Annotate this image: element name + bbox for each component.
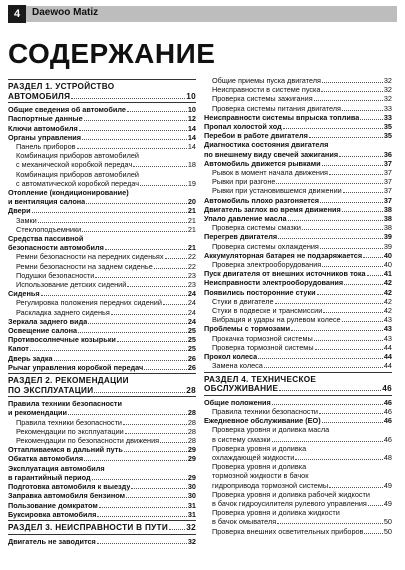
toc-entry[interactable]: Заправка автомобиля бензином 30 xyxy=(8,491,196,501)
toc-entry[interactable]: Общие сведения об автомобиле 10 xyxy=(8,105,196,115)
section-1-page: 10 xyxy=(186,91,196,101)
toc-subentry[interactable]: Проверка тормозной системы 44 xyxy=(212,342,392,352)
toc-entry[interactable]: Капот 25 xyxy=(8,344,196,354)
toc-subentry[interactable]: Стеклоподъемники 21 xyxy=(16,224,196,234)
section-3-heading[interactable] xyxy=(8,523,196,533)
toc-entry[interactable]: Обкатка автомобиля 29 xyxy=(8,454,196,464)
toc-entry[interactable]: Противосолнечные козырьки 25 xyxy=(8,335,196,345)
toc-subentry[interactable]: Проверка электрооборудования 40 xyxy=(212,260,392,270)
divider xyxy=(204,372,392,373)
section-4-heading[interactable] xyxy=(204,375,392,394)
toc-subentry[interactable]: Ремни безопасности на передних сиденьях 22 xyxy=(16,252,196,262)
toc-subentry-line: Проверка уровня и доливка масла xyxy=(212,425,330,435)
toc-subentry-line: Проверка уровня и доливка xyxy=(212,462,307,472)
toc-subentry-line: Комбинация приборов автомобилей xyxy=(16,151,139,161)
section-2-title-line2: ПО ЭКСПЛУАТАЦИИ xyxy=(8,385,94,395)
toc-subentry[interactable]: Рекомендации по эксплуатации 28 xyxy=(16,426,196,436)
toc-subentry[interactable]: Панель приборов 14 xyxy=(16,142,196,151)
toc-entry[interactable]: Пользование домкратом 31 xyxy=(8,500,196,510)
toc-entry[interactable]: Перегрев двигателя 39 xyxy=(204,232,392,242)
divider xyxy=(8,534,196,535)
toc-subentry[interactable]: Проверка системы охлаждения 39 xyxy=(212,241,392,251)
section-3-page: 32 xyxy=(186,522,196,532)
toc-subentry-line: Проверка уровня и доливка жидкости xyxy=(212,508,340,518)
toc-subentry[interactable]: Вибрация и удары на рулевом колесе 43 xyxy=(212,315,392,325)
toc-subentry[interactable]: Прокачка тормозной системы 43 xyxy=(212,333,392,343)
toc-subentry[interactable]: в бачок омывателя 50 xyxy=(212,517,392,527)
divider xyxy=(8,520,196,521)
toc-subentry[interactable]: Проверка системы питания двигателя 33 xyxy=(212,103,392,113)
toc-subentry[interactable]: Проверка внешних осветительных приборов 50 xyxy=(212,526,392,536)
toc-subentry[interactable]: Подушки безопасности 23 xyxy=(16,270,196,280)
toc-subentry[interactable]: Стуки в подвеске и трансмиссии 42 xyxy=(212,306,392,316)
toc-subentry[interactable]: Рывок в момент начала движения 37 xyxy=(212,168,392,178)
section-4-title-line1: РАЗДЕЛ 4. ТЕХНИЧЕСКОЕ xyxy=(204,374,317,384)
divider xyxy=(8,396,196,397)
toc-entry[interactable]: Дверь задка 26 xyxy=(8,353,196,363)
toc-subentry[interactable]: в бачок гидроусилителя рулевого управления 49 xyxy=(212,498,392,508)
toc-subentry[interactable]: Замки 21 xyxy=(16,215,196,225)
divider xyxy=(8,79,196,80)
toc-entry-line: Диагностика состояния двигателя xyxy=(204,140,329,150)
toc-entry[interactable]: Неисправности системы впрыска топлива 33 xyxy=(204,112,392,122)
toc-entry[interactable]: Сиденья 24 xyxy=(8,289,196,299)
toc-subentry[interactable]: Замена колеса 44 xyxy=(212,361,392,371)
section-2-page: 28 xyxy=(186,385,196,395)
toc-subentry[interactable]: Ремни безопасности на заднем сиденье 22 xyxy=(16,261,196,271)
toc-entry[interactable]: Двигатель заглох во время движения 38 xyxy=(204,204,392,214)
toc-entry-line: Эксплуатация автомобиля xyxy=(8,463,105,473)
toc-subentry[interactable]: Рекомендации по безопасности движения 28 xyxy=(16,436,196,446)
toc-entry[interactable]: Оттапливаемся в дальний путь 29 xyxy=(8,445,196,455)
toc-subentry-line: тормозной жидкости в бачок xyxy=(212,471,309,481)
toc-entry[interactable]: безопасности автомобиля 21 xyxy=(8,243,196,253)
toc-right-column xyxy=(204,76,392,536)
toc-entry[interactable]: Буксировка автомобиля 31 xyxy=(8,509,196,519)
toc-left-column xyxy=(8,78,196,546)
toc-entry-line: Отопление (кондиционирование) xyxy=(8,188,129,198)
toc-subentry[interactable]: Общие приемы пуска двигателя 32 xyxy=(212,76,392,85)
toc-entry[interactable]: и рекомендации 28 xyxy=(8,408,196,418)
toc-entry[interactable]: Паспортные данные 12 xyxy=(8,114,196,124)
section-2-heading[interactable] xyxy=(8,376,196,395)
toc-entry-line: Правила техники безопасности xyxy=(8,399,122,409)
toc-subentry-line: Проверка уровня и доливка xyxy=(212,443,307,453)
toc-entry[interactable]: Органы управления 14 xyxy=(8,132,196,142)
toc-entry[interactable]: Пуск двигателя от внешних источников тока 41 xyxy=(204,269,392,279)
page-title: СОДЕРЖАНИЕ xyxy=(8,38,216,69)
toc-entry[interactable]: Автомобиль движется рывками 37 xyxy=(204,158,392,168)
toc-subentry[interactable]: Стуки в двигателе 42 xyxy=(212,296,392,306)
toc-subentry-line: Комбинация приборов автомобилей xyxy=(16,169,139,179)
toc-subentry[interactable]: Раскладка заднего сиденья 24 xyxy=(16,307,196,317)
section-1-title-line2: АВТОМОБИЛЯ xyxy=(8,91,71,101)
toc-subentry[interactable]: охлаждающей жидкости 48 xyxy=(212,452,392,462)
toc-subentry[interactable]: в систему смазки 46 xyxy=(212,434,392,444)
toc-subentry[interactable]: Проверка системы смазки 38 xyxy=(212,223,392,233)
toc-subentry[interactable]: с автоматической коробкой передач 19 xyxy=(16,178,196,188)
toc-subentry-line: Проверка уровня и доливка рабочей жидкости xyxy=(212,489,370,499)
toc-subentry[interactable]: с механической коробкой передач 18 xyxy=(16,160,196,170)
section-4-page: 46 xyxy=(382,384,392,394)
toc-subentry[interactable]: гидропривода тормозной системы 49 xyxy=(212,480,392,490)
toc-subentry[interactable]: Рывки при установившемся движении 37 xyxy=(212,186,392,196)
toc-entry[interactable]: Ежедневное обслуживание (ЕО) 46 xyxy=(204,416,392,426)
section-1-heading[interactable] xyxy=(8,82,196,101)
page-number: 4 xyxy=(8,5,26,23)
brand-title: Daewoo Matiz xyxy=(32,7,99,18)
toc-entry[interactable]: Автомобиль плохо разгоняется 37 xyxy=(204,195,392,205)
toc-entry[interactable]: по внешнему виду свечей зажигания 36 xyxy=(204,149,392,159)
page-header xyxy=(0,0,405,28)
toc-entry[interactable]: Освещение салона 25 xyxy=(8,326,196,336)
toc-entry[interactable]: Двери 21 xyxy=(8,206,196,216)
toc-entry[interactable]: Неисправности электрооборудования 42 xyxy=(204,278,392,288)
section-4-title-line2: ОБСЛУЖИВАНИЕ xyxy=(204,384,279,394)
toc-entry[interactable]: Проблемы с тормозами 43 xyxy=(204,324,392,334)
toc-subentry[interactable]: Правила техники безопасности 28 xyxy=(16,417,196,427)
toc-subentry[interactable]: Использование детских сидений 23 xyxy=(16,280,196,290)
divider xyxy=(204,395,392,396)
toc-entry[interactable]: Появились посторонние стуки 42 xyxy=(204,287,392,297)
toc-subentry[interactable]: Правила техники безопасности 46 xyxy=(212,406,392,416)
toc-entry[interactable]: Прокол колеса 44 xyxy=(204,352,392,362)
toc-entry[interactable]: Двигатель не заводится 32 xyxy=(8,536,196,546)
toc-entry[interactable]: Упало давление масла 38 xyxy=(204,214,392,224)
toc-subentry[interactable]: Регулировка положения передних сидений 24 xyxy=(16,298,196,308)
section-2-title-line1: РАЗДЕЛ 2. РЕКОМЕНДАЦИИ xyxy=(8,376,129,386)
toc-entry[interactable]: Общие положения 46 xyxy=(204,397,392,407)
toc-entry[interactable]: Рычаг управления коробкой передач 26 xyxy=(8,362,196,372)
section-3-title: РАЗДЕЛ 3. НЕИСПРАВНОСТИ В ПУТИ xyxy=(8,522,169,532)
toc-entry[interactable]: Пропал холостой ход 35 xyxy=(204,122,392,132)
toc-entry[interactable]: Подготовка автомобиля к выезду 30 xyxy=(8,482,196,492)
toc-subentry[interactable]: Рывки при разгоне 37 xyxy=(212,177,392,187)
toc-subentry[interactable]: Проверка системы зажигания 32 xyxy=(212,94,392,104)
toc-entry[interactable]: Ключи автомобиля 14 xyxy=(8,123,196,133)
divider xyxy=(8,373,196,374)
toc-entry-line: Средства пассивной xyxy=(8,234,84,244)
section-1-title-line1: РАЗДЕЛ 1. УСТРОЙСТВО xyxy=(8,82,115,91)
divider xyxy=(8,102,196,103)
toc-subentry[interactable]: Неисправности в системе пуска 32 xyxy=(212,85,392,95)
toc-entry[interactable]: Аккумуляторная батарея не подзаряжается 40 xyxy=(204,250,392,260)
toc-entry[interactable]: в гарантийный период 29 xyxy=(8,472,196,482)
toc-entry[interactable]: Зеркала заднего вида 24 xyxy=(8,316,196,326)
toc-entry[interactable]: Перебои в работе двигателя 35 xyxy=(204,131,392,141)
toc-entry[interactable]: и вентиляция салона 20 xyxy=(8,197,196,207)
